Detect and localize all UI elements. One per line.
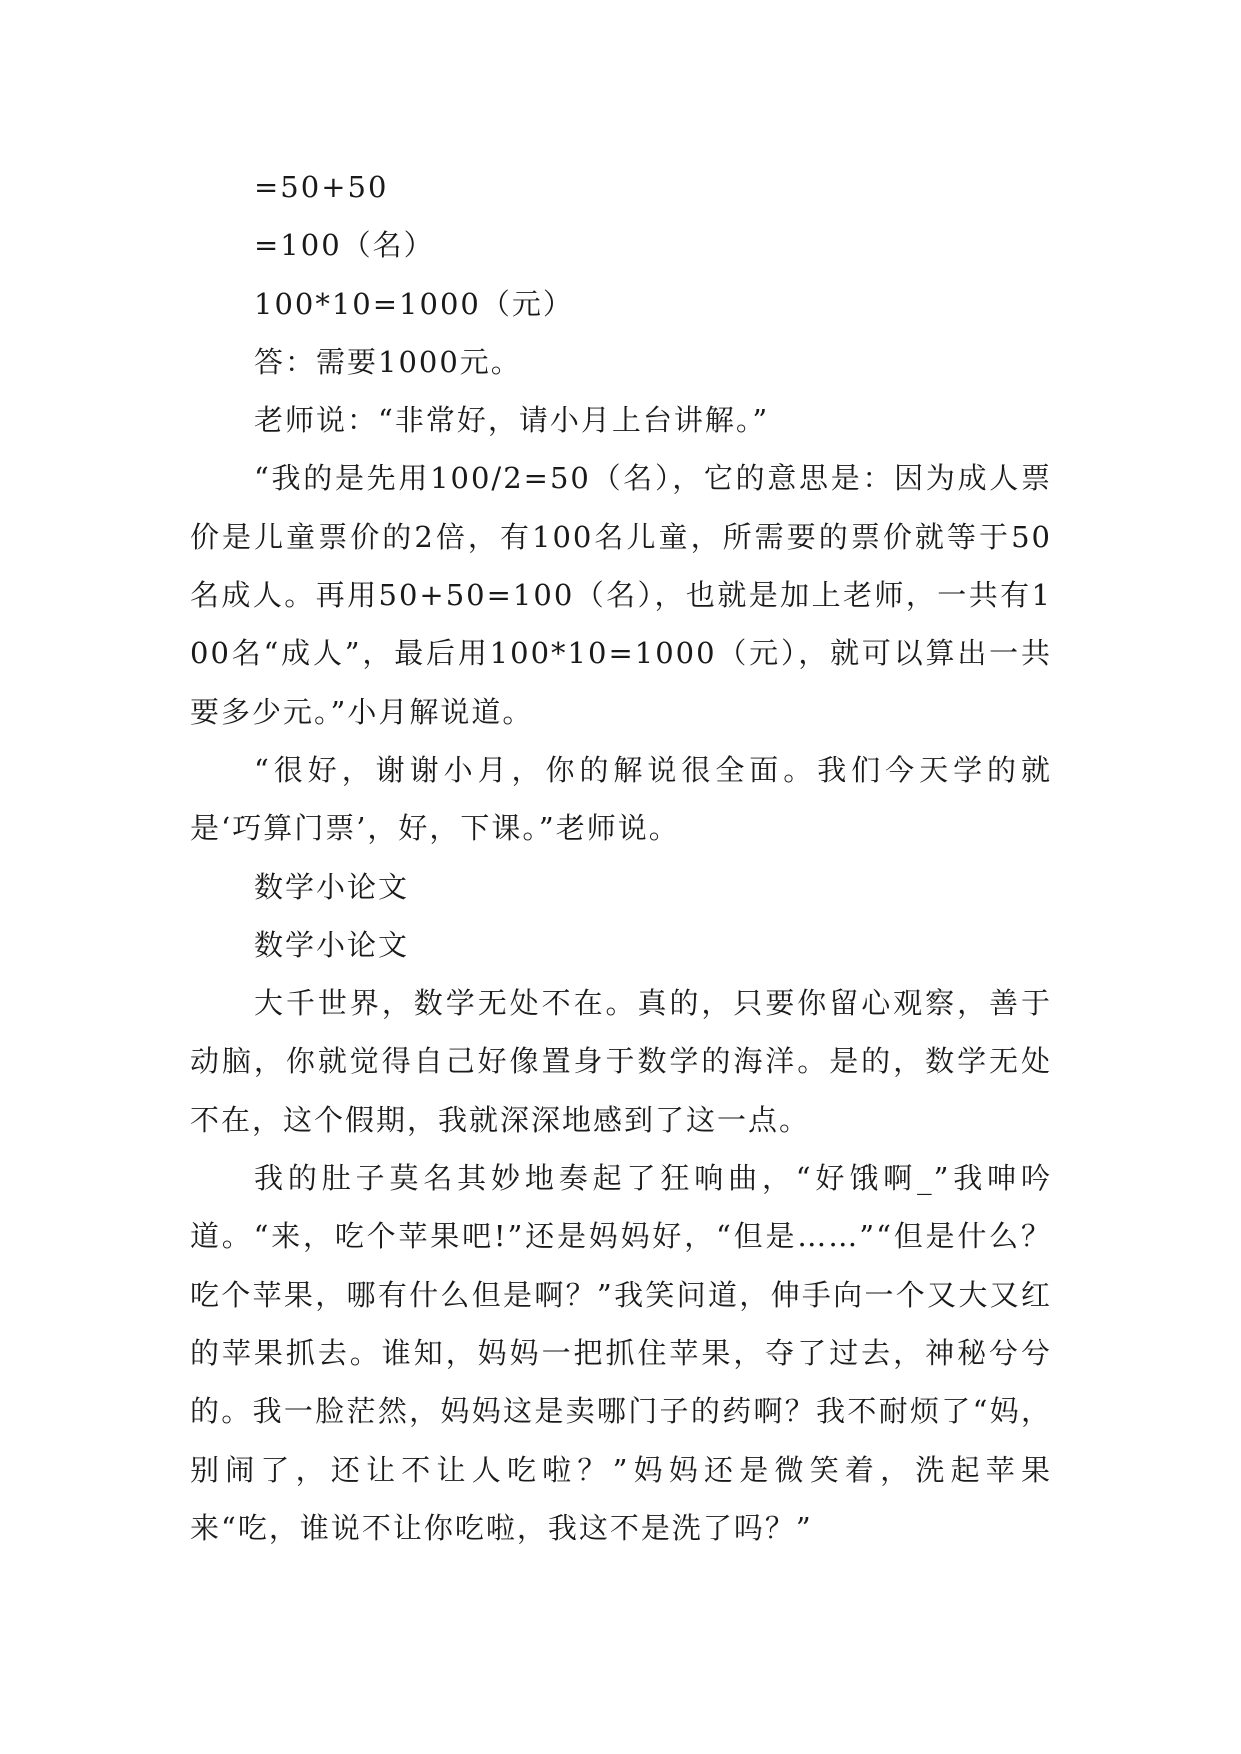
paragraph: 我的肚子莫名其妙地奏起了狂响曲，“好饿啊_”我呻吟道。“来，吃个苹果吧!”还是妈妈好，“但是……”“但是什么？吃个苹果，哪有什么但是啊？”我笑问道，伸手向一个又大又红的苹果抓去。谁知，妈妈一把抓住苹果，夺了过去，神秘兮兮的。我一脸茫然，妈妈这是卖哪门子的药啊？我不耐烦了“妈，别闹了，还让不让人吃啦？”妈妈还是微笑着，洗起苹果来“吃，谁说不让你吃啦，我这不是洗了吗？” xyxy=(190,1161,1052,1545)
paragraph: 答：需要1000元。 xyxy=(254,344,522,379)
paragraph: 大千世界，数学无处不在。真的，只要你留心观察，善于动脑，你就觉得自己好像置身于数学的海洋。是的，数学无处不在，这个假期，我就深深地感到了这一点。 xyxy=(190,986,1052,1137)
paragraph: =100（名） xyxy=(254,228,435,263)
paragraph: 100*10=1000（元） xyxy=(254,286,574,321)
essay-title: 数学小论文 xyxy=(254,927,410,962)
paragraph: “我的是先用100/2=50（名），它的意思是：因为成人票价是儿童票价的2倍，有100名儿童，所需要的票价就等于50名成人。再用50+50=100（名），也就是加上老师，一共有100名“成人”，最后用100*10=1000（元），就可以算出一共要多少元。”小月解说道。 xyxy=(190,461,1052,729)
paragraph: =50+50 xyxy=(254,170,389,204)
section-title: 数学小论文 xyxy=(254,869,410,904)
paragraph: 老师说：“非常好，请小月上台讲解。” xyxy=(254,403,770,438)
paragraph: “很好，谢谢小月，你的解说很全面。我们今天学的就是‘巧算门票’，好，下课。”老师说。 xyxy=(190,752,1052,846)
document-body xyxy=(190,158,1052,1557)
